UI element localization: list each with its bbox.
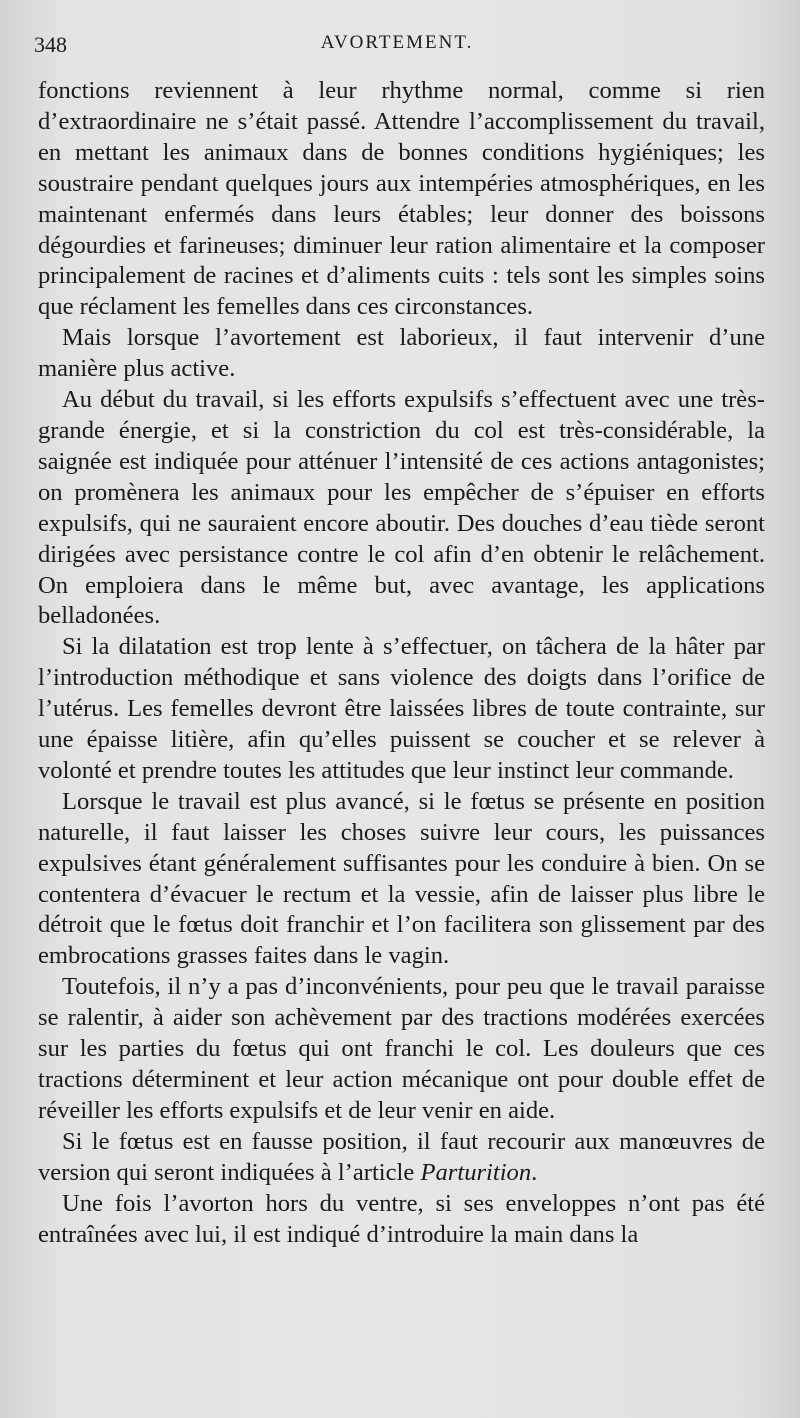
article-reference: Parturition [420,1158,532,1186]
paragraph: Toutefois, il n’y a pas d’inconvénients, pour peu que le travail paraisse se ralentir, à aider son achèvement par des tractions modérées exercées sur les parties du fœtus qui ont franchi le col. Les douleurs que ces tractions déterminent et leur action mécanique ont pour double effet de réveiller les efforts expulsifs et de leur venir en aide. [38,973,765,1124]
paragraph: Si la dilatation est trop lente à s’effectuer, on tâchera de la hâter par l’introduction méthodique et sans violence des doigts dans l’orifice de l’utérus. Les femelles devront être laissées libres de toute contrainte, sur une épaisse litière, afin qu’elles puissent se coucher et se relever à volonté et prendre toutes les attitudes que leur instinct leur commande. [38,633,765,784]
paragraph-continuation: fonctions reviennent à leur rhythme normal, comme si rien d’extraordinaire ne s’était passé. Attendre l’accomplissement du travail, en mettant les animaux dans de bonnes conditions hygiéniques; les soustraire pendant quelques jours aux intempéries atmosphériques, en les maintenant enfermés dans leurs étables; leur donner des boissons dégourdies et farineuses; diminuer leur ration alimentaire et la composer principalement de racines et d’aliments cuits : tels sont les simples soins que réclament les femelles dans ces circonstances. [38,77,765,321]
paragraph: Mais lorsque l’avortement est laborieux, il faut intervenir d’une manière plus active. [38,324,765,383]
body-text [38,76,765,1250]
running-head [34,32,760,66]
running-title: AVORTEMENT. [320,32,474,53]
paragraph: Une fois l’avorton hors du ventre, si ses enveloppes n’ont pas été entraînées avec lui, il est indiqué d’introduire la main dans la [38,1189,765,1248]
paragraph-with-reference [38,1127,765,1189]
paragraph-text: Si le fœtus est en fausse position, il faut recourir aux manœuvres de version qui seront indiquées à l’article [38,1127,765,1186]
paragraph: Lorsque le travail est plus avancé, si le fœtus se présente en position naturelle, il faut laisser les choses suivre leur cours, les puissances expulsives étant généralement suffisantes pour les conduire à bien. On se contentera d’évacuer le rectum et la vessie, afin de laisser plus libre le détroit que le fœtus doit franchir et l’on facilitera son glissement par des embrocations grasses faites dans le vagin. [38,787,765,970]
paragraph: Au début du travail, si les efforts expulsifs s’effectuent avec une très-grande énergie, et si la constriction du col est très-considérable, la saignée est indiquée pour atténuer l’intensité de ces actions antagonistes; on promènera les animaux pour les empêcher de s’épuiser en efforts expulsifs, qui ne sauraient encore aboutir. Des douches d’eau tiède seront dirigées avec persistance contre le col afin d’en obtenir le relâchement. On emploiera dans le même but, avec avantage, les applications belladonées. [38,386,765,630]
reference-punctuation: . [531,1158,538,1186]
page-number: 348 [34,32,67,57]
